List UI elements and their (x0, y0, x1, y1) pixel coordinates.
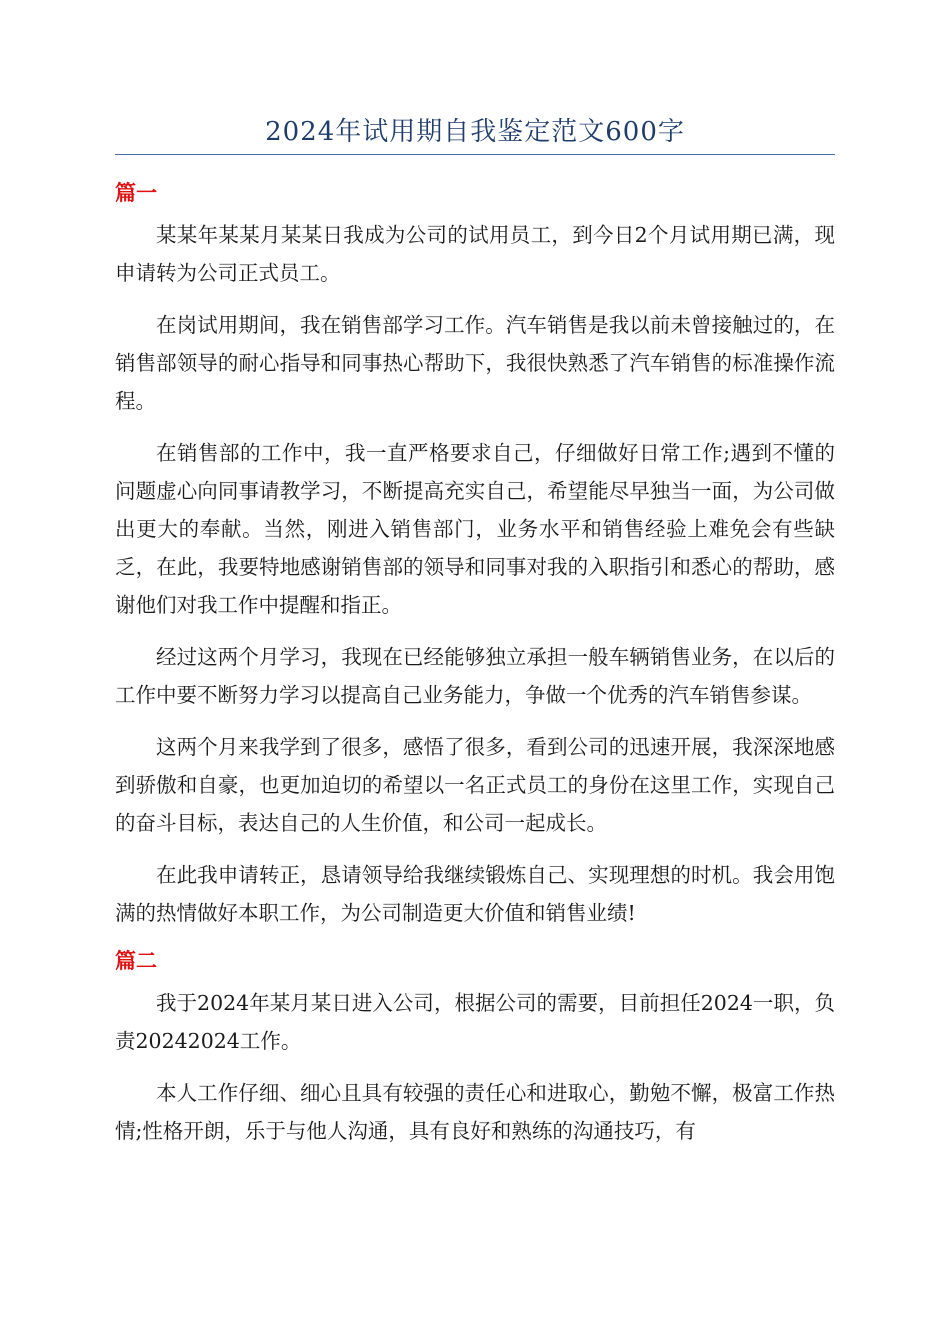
section-1 (115, 178, 835, 932)
title-underline (115, 154, 835, 155)
paragraph: 在销售部的工作中，我一直严格要求自己，仔细做好日常工作;遇到不懂的问题虚心向同事请教学习，不断提高充实自己，希望能尽早独当一面，为公司做出更大的奉献。当然，刚进入销售部门，业务水平和销售经验上难免会有些缺乏，在此，我要特地感谢销售部的领导和同事对我的入职指引和悉心的帮助，感谢他们对我工作中提醒和指正。 (115, 441, 835, 617)
paragraph: 这两个月来我学到了很多，感悟了很多，看到公司的迅速开展，我深深地感到骄傲和自豪，也更加迫切的希望以一名正式员工的身份在这里工作，实现自己的奋斗目标，表达自己的人生价值，和公司一起成长。 (115, 735, 835, 835)
paragraph: 经过这两个月学习，我现在已经能够独立承担一般车辆销售业务，在以后的工作中要不断努力学习以提高自己业务能力，争做一个优秀的汽车销售参谋。 (115, 645, 835, 707)
document-body (115, 168, 835, 1164)
paragraph: 在岗试用期间，我在销售部学习工作。汽车销售是我以前未曾接触过的，在销售部领导的耐心指导和同事热心帮助下，我很快熟悉了汽车销售的标准操作流程。 (115, 313, 835, 413)
paragraph: 某某年某某月某某日我成为公司的试用员工，到今日2个月试用期已满，现申请转为公司正式员工。 (115, 223, 835, 285)
section-heading: 篇二 (115, 949, 157, 973)
paragraph: 本人工作仔细、细心且具有较强的责任心和进取心，勤勉不懈，极富工作热情;性格开朗，乐于与他人沟通，具有良好和熟练的沟通技巧，有 (115, 1081, 835, 1143)
document-title: 2024年试用期自我鉴定范文600字 (265, 117, 685, 147)
section-2 (115, 946, 835, 1150)
paragraph: 我于2024年某月某日进入公司，根据公司的需要，目前担任2024一职，负责20242024工作。 (115, 991, 835, 1053)
section-heading: 篇一 (115, 181, 157, 205)
paragraph: 在此我申请转正，恳请领导给我继续锻炼自己、实现理想的时机。我会用饱满的热情做好本职工作，为公司制造更大价值和销售业绩! (115, 863, 835, 925)
